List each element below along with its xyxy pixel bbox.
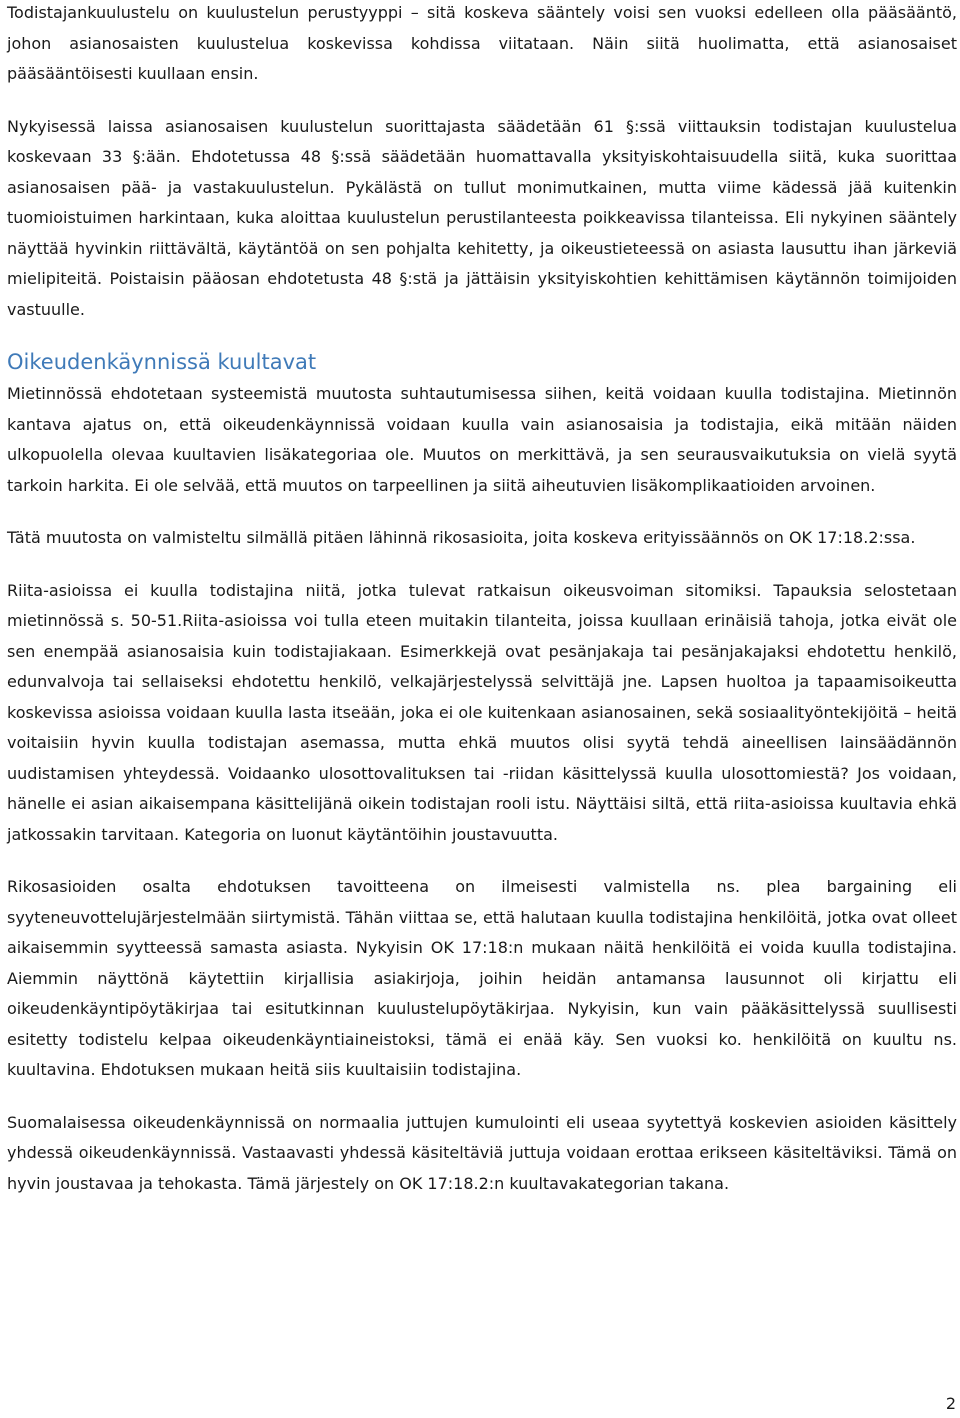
page-number: 2: [945, 1394, 956, 1413]
paragraph-party-examination: Nykyisessä laissa asianosaisen kuulustelun suorittajasta säädetään 61 §:ssä viittauksin todistajan kuulustelua koskevaan 33 §:ään. Ehdotetussa 48 §:ssä säädetään huomattavalla yksityiskohtaisuudella siitä, kuka suorittaa asianosaisen pää- ja vastakuulustelun. Pykälästä on tullut monimutkainen, mutta viime kädessä jää kuitenkin tuomioistuimen harkintaan, kuka aloittaa kuulustelun perustilanteesta poikkeavissa tilanteissa. Eli nykyinen sääntely näyttää hyvinkin riittävältä, käytäntöä on sen pohjalta kehitetty, ja oikeustieteessä on asiasta lausuttu ihan järkeviä mielipiteitä. Poistaisin pääosan ehdotetusta 48 §:stä ja jättäisin yksityiskohtien kehittämisen käytännön toimijoiden vastuulle.: [7, 116, 957, 319]
document-page: [7, 0, 957, 1199]
paragraph-systemic-change: Mietinnössä ehdotetaan systeemistä muutosta suhtautumisessa siihen, keitä voidaan kuulla todistajina. Mietinnön kantava ajatus on, että oikeudenkäynnissä voidaan kuulla vain asianosaisia ja todistajia, eikä mitään näiden ulkopuolella olevaa kuultavien lisäkategoriaa ole. Muutos on merkittävä, ja sen seurausvaikutuksia on vielä syytä tarkoin harkita. Ei ole selvää, että muutos on tarpeellinen ja siitä aiheutuvien lisäkomplikaatioiden arvoinen.: [7, 384, 957, 495]
paragraph-witness-examination: Todistajankuulustelu on kuulustelun perustyyppi – sitä koskeva sääntely voisi sen vuoksi edelleen olla pääsääntö, johon asianosaisten kuulustelua koskevissa kohdissa viitataan. Näin siitä huolimatta, että asianosaiset pääsääntöisesti kuullaan ensin.: [7, 3, 957, 83]
paragraph-criminal-cases: Tätä muutosta on valmisteltu silmällä pitäen lähinnä rikosasioita, joita koskeva erityissäännös on OK 17:18.2:ssa.: [7, 528, 916, 547]
paragraph-civil-cases: Riita-asioissa ei kuulla todistajina niitä, jotka tulevat ratkaisun oikeusvoiman sitomiksi. Tapauksia selostetaan mietinnössä s. 50-51.Riita-asioissa voi tulla eteen muitakin tilanteita, joissa kuullaan erinäisiä tahoja, jotka eivät ole sen enempää asianosaisia kuin todistajiakaan. Esimerkkejä ovat pesänjakaja tai pesänjakajaksi ehdotettu henkilö, edunvalvoja tai sellaiseksi ehdotettu henkilö, velkajärjestelyssä selvittäjä jne. Lapsen huoltoa ja tapaamisoikeutta koskevissa asioissa voidaan kuulla lasta itseään, joka ei ole kuitenkaan asianosainen, sekä sosiaalityöntekijöitä – heitä voitaisiin hyvin kuulla todistajan asemassa, mutta ehkä muutos olisi syytä tehdä aineellisen lainsäädännön uudistamisen yhteydessä. Voidaanko ulosottovalituksen tai -riidan käsittelyssä kuulla ulosottomiestä? Jos voidaan, hänelle ei asian aikaisempana käsittelijänä oikein todistajan rooli istu. Näyttäisi siltä, että riita-asioissa kuultavia ehkä jatkossakin tarvitaan. Kategoria on luonut käytäntöihin joustavuutta.: [7, 580, 957, 844]
paragraph-cumulation: Suomalaisessa oikeudenkäynnissä on normaalia juttujen kumulointi eli useaa syytettyä koskevien asioiden käsittely yhdessä oikeudenkäynnissä. Vastaavasti yhdessä käsiteltäviä juttuja voidaan erottaa erikseen käsiteltäviksi. Tämä on hyvin joustavaa ja tehokasta. Tämä järjestely on OK 17:18.2:n kuultavakategorian takana.: [7, 1112, 957, 1193]
paragraph-plea-bargaining: Rikosasioiden osalta ehdotuksen tavoitteena on ilmeisesti valmistella ns. plea bargaining eli syyteneuvottelujärjestelmään siirtymistä. Tähän viittaa se, että halutaan kuulla todistajina henkilöitä, jotka ovat olleet aikaisemmin syytteessä samasta asiasta. Nykyisin OK 17:18:n mukaan näitä henkilöitä ei voida kuulla todistajina. Aiemmin näyttönä käytettiin kirjallisia asiakirjoja, joihin heidän antamansa lausunnot oli kirjattu eli oikeudenkäyntipöytäkirjaa tai esitutkinnan kuulustelupöytäkirjaa. Nykyisin, kun vain pääkäsittelyssä suullisesti esitetty todistelu kelpaa oikeudenkäyntiaineistoksi, tämä ei enää käy. Sen vuoksi ko. henkilöitä on kuultu ns. kuultavina. Ehdotuksen mukaan heitä siis kuultaisiin todistajina.: [7, 877, 957, 1079]
section-heading: Oikeudenkäynnissä kuultavat: [7, 350, 317, 374]
